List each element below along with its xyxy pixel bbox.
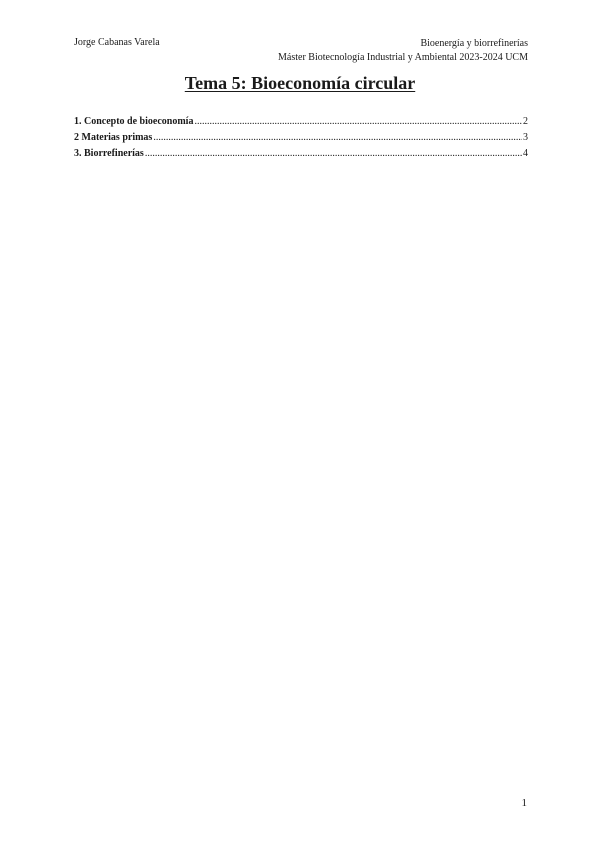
toc-entry-label: 1. Concepto de bioeconomía [74, 116, 194, 127]
document-title: Tema 5: Bioeconomía circular [184, 73, 416, 93]
toc-leader-dots [153, 130, 522, 146]
header-subject: Bioenergía y biorrefinerías [420, 38, 528, 49]
header-author: Jorge Cabanas Varela [74, 37, 160, 48]
page-number: 1 [521, 797, 527, 809]
toc-entry-label: 2 Materias primas [74, 132, 153, 143]
table-of-contents [74, 114, 528, 162]
header-right [278, 37, 528, 65]
toc-entry-page: 3 [523, 132, 528, 143]
toc-entry-page: 2 [523, 116, 528, 127]
toc-entry-materias[interactable] [74, 130, 528, 146]
toc-entry-concepto[interactable] [74, 114, 528, 130]
toc-entry-biorrefinerias[interactable] [74, 146, 528, 162]
header-course: Máster Biotecnología Industrial y Ambiental 2023-2024 UCM [278, 52, 528, 63]
toc-leader-dots [194, 114, 522, 130]
toc-entry-label: 3. Biorrefinerías [74, 148, 144, 159]
toc-leader-dots [145, 146, 522, 162]
toc-entry-page: 4 [523, 148, 528, 159]
